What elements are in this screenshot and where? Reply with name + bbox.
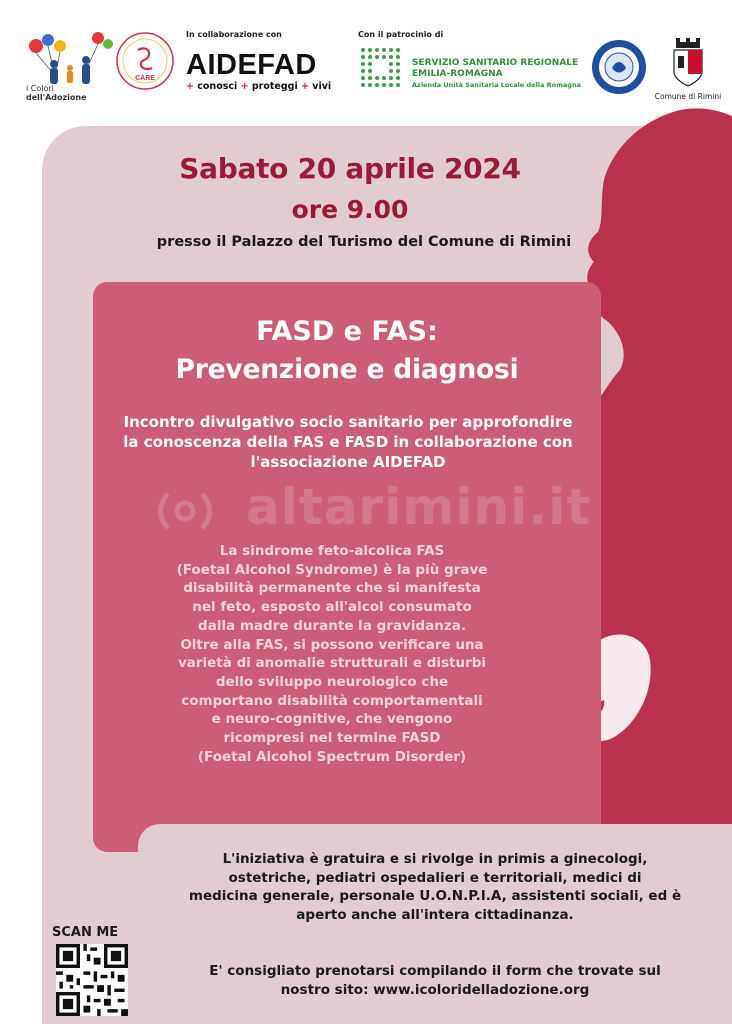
scan-me-label: SCAN ME [52, 925, 119, 940]
aidefad-name: AIDEFAD [186, 49, 317, 81]
description-text: La sindrome feto-alcolica FAS (Foetal Alcohol Syndrome) è la più grave disabilità permanente che si manifesta nel feto, esposto all'alcol consumato dalla madre durante la gravidanza. Oltre alla FAS, si possono verificare una varietà di anomalie strutturali e disturbi dello sviluppo neurologico che comportano disabilità comportamentali e neuro-cognitive, che vengono ricompresi nel termine FASD (Foetal Alcohol Spectrum Disorder) [176, 543, 488, 765]
ssr-text: SERVIZIO SANITARIO REGIONALE EMILIA-ROMAGNA Azienda Unità Sanitaria Locale della Romagna [412, 58, 581, 89]
event-date: Sabato 20 aprile 2024 [179, 152, 521, 185]
rimini-label: Comune di Rimini [654, 92, 722, 101]
care-logo-text: CARE [135, 75, 155, 82]
colori-adozione-label: i Colori dell'Adozione [26, 84, 87, 102]
watermark: altarimini.it [140, 478, 600, 542]
initiative-text: L'iniziativa è gratuira e si rivolge in primis a ginecologi, ostetriche, pediatri ospedalieri e territoriali, medici di medicina generale, personale U.O.N.P.I.A, assistenti sociali, ed è aperto anche all'intera cittadinanza. [188, 851, 682, 923]
title-line-1: FASD e FAS: [256, 316, 438, 347]
event-subtitle: Incontro divulgativo socio sanitario per approfondire la conoscenza della FAS e FASD in collaborazione con l'associazione AIDEFAD [123, 413, 573, 471]
event-venue: presso il Palazzo del Turismo del Comune di Rimini [156, 234, 572, 250]
title-line-2: Prevenzione e diagnosi [175, 354, 519, 385]
aidefad-tagline: + conosci + proteggi + vivi [186, 81, 332, 92]
booking-text: E' consigliato prenotarsi compilando il form che trovate sul nostro sito: www.icoloridelladozione.org [209, 963, 661, 998]
collaboration-label: In collaborazione con [186, 30, 282, 39]
patronage-label: Con il patrocinio di [358, 30, 444, 39]
broadcast-icon [140, 484, 230, 538]
event-time: ore 9.00 [291, 195, 409, 224]
qr-code[interactable] [56, 944, 128, 1016]
